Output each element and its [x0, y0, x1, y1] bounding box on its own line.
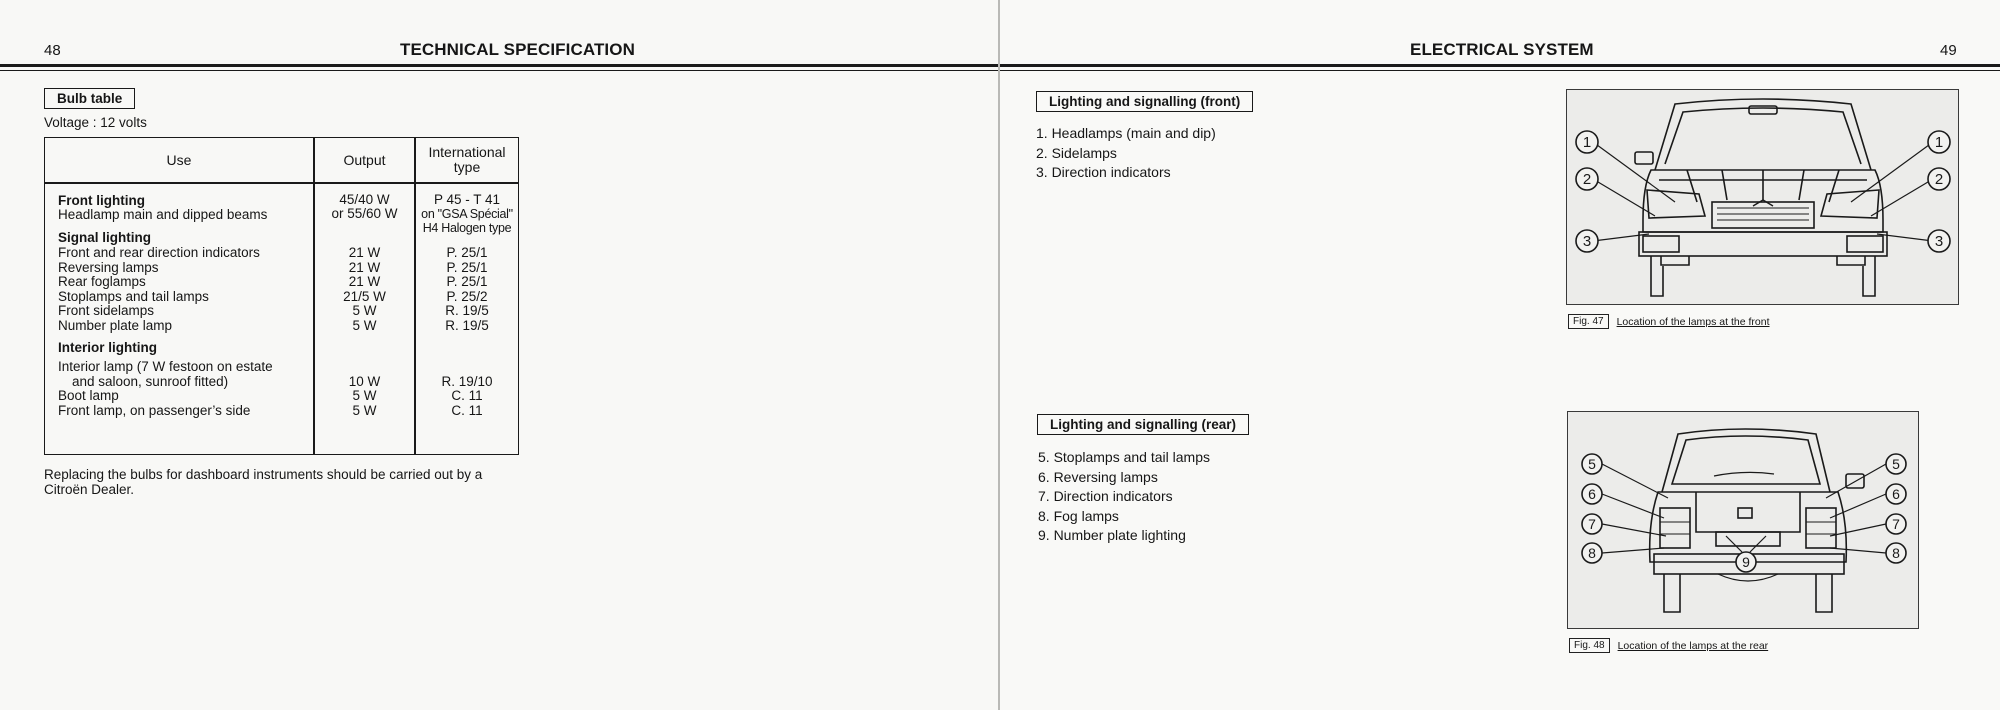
table-header-divider	[45, 182, 518, 184]
figure-number: Fig. 48	[1569, 638, 1610, 653]
table-cell-output: 5 W	[352, 303, 377, 318]
list-item: 7. Direction indicators	[1038, 488, 1173, 504]
dashboard-bulbs-note: Replacing the bulbs for dashboard instruments should be carried out by a Citroën Dealer.	[44, 467, 483, 497]
table-cell-output: 5 W	[352, 388, 377, 403]
table-cell-type: R. 19/5	[445, 303, 489, 318]
figure-number: Fig. 47	[1568, 314, 1609, 329]
left-page	[0, 0, 998, 710]
table-cell-use: Number plate lamp	[58, 317, 173, 333]
callout-label: 3	[1934, 233, 1944, 250]
callout-label: 3	[1582, 233, 1592, 250]
table-cell-output: 45/40 W	[339, 192, 390, 207]
table-cell-type: C. 11	[451, 402, 483, 418]
voltage-text: Voltage : 12 volts	[44, 115, 147, 130]
table-cell-type: P 45 - T 41	[433, 192, 501, 207]
list-item: 3. Direction indicators	[1036, 164, 1171, 180]
header-use: Use	[166, 151, 192, 168]
rear-lamps-figure	[1567, 411, 1919, 629]
header-title-right: ELECTRICAL SYSTEM	[1410, 40, 1594, 59]
table-cell-output: 5 W	[352, 402, 377, 418]
front-lamp-list	[1036, 124, 1216, 183]
table-cell-use: Headlamp main and dipped beams	[58, 207, 268, 222]
list-item: 5. Stoplamps and tail lamps	[1038, 449, 1210, 465]
table-cell-use: Interior lamp (7 W festoon on estate	[58, 359, 273, 374]
figure-caption-front	[1568, 314, 1770, 329]
table-cell-type: R. 19/10	[441, 373, 493, 389]
table-cell-use: Front and rear direction indicators	[58, 245, 260, 260]
table-cell-output: 5 W	[352, 317, 377, 333]
callout-label: 6	[1892, 486, 1900, 502]
callout-label: 7	[1588, 516, 1596, 532]
table-cell-type: P. 25/1	[446, 259, 488, 275]
front-lighting-title: Lighting and signalling (front)	[1036, 91, 1253, 112]
bulb-table-title: Bulb table	[44, 88, 135, 109]
callout-label: 1	[1582, 134, 1592, 151]
list-item: 6. Reversing lamps	[1038, 468, 1158, 485]
table-cell-use: Reversing lamps	[58, 259, 159, 275]
callout-label: 8	[1892, 545, 1900, 561]
car-rear-drawing	[1568, 412, 1920, 630]
car-front-drawing	[1567, 90, 1960, 306]
callout-label: 1	[1934, 134, 1944, 151]
callout-label: 5	[1588, 456, 1596, 472]
table-cell-type: H4 Halogen type	[422, 221, 512, 235]
callout-label: 2	[1582, 171, 1592, 188]
bulb-table	[44, 137, 519, 455]
group-heading: Interior lighting	[58, 340, 157, 355]
table-cell-output: 21 W	[348, 259, 381, 275]
group-heading: Front lighting	[58, 193, 145, 208]
callout-label: 6	[1588, 486, 1596, 502]
table-cell-use: Stoplamps and tail lamps	[58, 288, 209, 304]
callout-label: 5	[1892, 456, 1900, 472]
rear-lamp-list	[1038, 448, 1210, 546]
table-cell-output: 21 W	[348, 274, 381, 289]
table-cell-type: P. 25/2	[446, 288, 488, 304]
table-cell-use: Boot lamp	[58, 388, 119, 403]
table-cell-output: or 55/60 W	[331, 206, 398, 221]
table-cell-output: 21 W	[348, 245, 381, 260]
list-item: 9. Number plate lighting	[1038, 527, 1186, 543]
figure-caption-text: Location of the lamps at the rear	[1617, 639, 1769, 652]
header-rule-thin	[0, 70, 998, 71]
header-rule-thin	[1000, 70, 2000, 71]
header-title-left: TECHNICAL SPECIFICATION	[400, 40, 635, 59]
page-number-left: 48	[44, 42, 61, 59]
figure-caption-rear	[1569, 638, 1768, 653]
front-lamps-figure	[1566, 89, 1959, 305]
table-cell-use: Front sidelamps	[58, 303, 155, 318]
callout-label: 7	[1892, 516, 1900, 532]
list-item: 1. Headlamps (main and dip)	[1036, 125, 1216, 141]
table-cell-type: C. 11	[451, 388, 483, 403]
right-page	[1000, 0, 2000, 710]
header-output: Output	[343, 151, 386, 168]
figure-caption-text: Location of the lamps at the front	[1616, 315, 1770, 328]
table-cell-type: R. 19/5	[445, 317, 489, 333]
table-cell-type: on "GSA Spécial"	[421, 207, 513, 221]
table-cell-output: 21/5 W	[343, 288, 386, 304]
table-cell-use: Front lamp, on passenger’s side	[58, 402, 251, 418]
rear-lighting-title: Lighting and signalling (rear)	[1037, 414, 1249, 435]
callout-label: 9	[1742, 554, 1750, 570]
header-rule	[0, 64, 998, 67]
table-cell-type: P. 25/1	[446, 245, 488, 260]
callout-label: 8	[1588, 545, 1596, 561]
table-cell-use: Rear foglamps	[58, 274, 146, 289]
list-item: 8. Fog lamps	[1038, 507, 1119, 524]
page-number-right: 49	[1940, 42, 1957, 59]
group-heading: Signal lighting	[58, 230, 151, 245]
header-rule	[1000, 64, 2000, 67]
table-cell-use: and saloon, sunroof fitted)	[72, 373, 229, 389]
list-item: 2. Sidelamps	[1036, 144, 1117, 161]
table-cell-type: P. 25/1	[446, 274, 488, 289]
callout-label: 2	[1934, 171, 1944, 188]
table-cell-output: 10 W	[348, 373, 381, 389]
header-type: International type	[428, 144, 506, 175]
